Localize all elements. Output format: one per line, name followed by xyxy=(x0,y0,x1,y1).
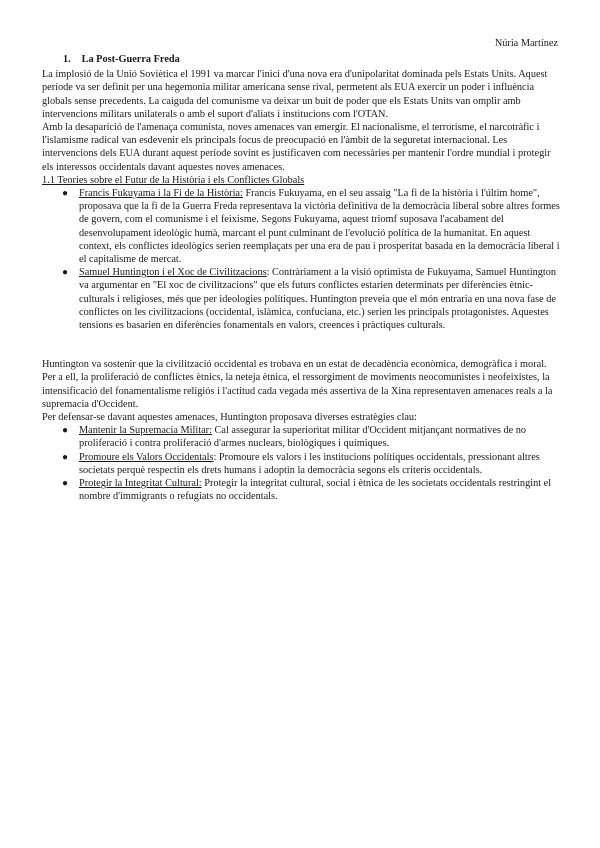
spacer xyxy=(42,332,560,358)
theories-list xyxy=(42,187,560,332)
paragraph: Amb la desaparició de l'amenaça comunista, noves amenaces van emergir. El nacionalisme, el terrorisme, el narcotràfic i l'islamisme radical van esdevenir els principals focus de preocupació en l'àmbit de la seguretat internacional. Les intervencions dels EUA durant aquest període sovint es justificaven com necessàries per mantenir l'ordre mundial i protegir els interessos occidentals davant aquestes noves amenaces. xyxy=(42,122,551,173)
bullet-icon: ● xyxy=(62,267,69,279)
bullet-icon: ● xyxy=(62,188,69,200)
list-item-term: Samuel Huntington i el Xoc de Civilitzacions xyxy=(79,267,267,279)
bullet-icon: ● xyxy=(62,478,69,490)
list-item-text: Protegir la integritat cultural, social i ètnica de les societats occidentals restringint el nombre d'immigrants o refugiats no occidentals. xyxy=(79,478,552,503)
strategies-list xyxy=(42,424,560,503)
paragraph: La implosió de la Unió Soviètica el 1991 va marcar l'inici d'una nova era d'unipolaritat dominada pels Estats Units. Aquest període va ser definit per una hegemonia militar americana sense rival, permetent als EUA exercir un poder i influència globals sense precedents. La caiguda del comunisme va deixar un buit de poder que els Estats Units van omplir amb intervencions militars unilaterals o amb el suport d'aliats i institucions com l'OTAN. xyxy=(42,69,548,120)
list-item-text: : Promoure els valors i les institucions polítiques occidentals, pressionant altres societats perquè respectin els drets humans i adoptin la democràcia segons els criteris occidentals. xyxy=(79,451,540,476)
list-item-text: : Contràriament a la visió optimista de Fukuyama, Samuel Huntington va argumentar en "El xoc de civilitzacions" que els futurs conflictes estarien determinats per diferències ètnic-culturals i religioses, més que per ideologies polítiques. Huntington preveia que el món entraria en una nova fase de conflictes on les civilitzacions (occidental, islàmica, confuciana, etc.) serien les principals protagonistes. Aquestes tensions es basarien en diferències fonamentals en valors, creences i pràctiques culturals. xyxy=(79,267,557,332)
document-body xyxy=(42,53,560,504)
subsection-heading: 1.1 Teories sobre el Futur de la Història i els Conflictes Globals xyxy=(42,174,305,186)
list-item xyxy=(42,451,560,477)
author-name: Núria Martínez xyxy=(494,38,558,49)
bullet-icon: ● xyxy=(62,425,69,437)
list-item-term: Mantenir la Supremacia Militar: xyxy=(79,425,212,437)
section-heading xyxy=(63,53,560,66)
paragraph: Per defensar-se davant aquestes amenaces, Huntington proposava diverses estratègies clau: xyxy=(42,412,417,424)
list-item-text: Francis Fukuyama, en el seu assaig "La fi de la història i l'últim home", proposava que la fi de la Guerra Freda representava la victòria definitiva de la democràcia liberal sobre altres formes de govern, com el comunisme i el feixisme. Segons Fukuyama, aquest triomf suposava l'acabament del desenvolupament ideològic humà, marcant el punt culminant de l'evolució política de la humanitat. En aquest context, els conflictes ideològics serien reemplaçats per una era de pau i prosperitat basada en la democràcia liberal i el capitalisme de mercat. xyxy=(79,188,560,266)
list-item xyxy=(42,187,560,266)
list-item-term: Promoure els Valors Occidentals xyxy=(79,451,214,463)
list-item xyxy=(42,266,560,332)
list-item-term: Protegir la Integritat Cultural: xyxy=(79,478,202,490)
list-item-term: Francis Fukuyama i la Fi de la Història: xyxy=(79,188,243,200)
list-item-text: Cal assegurar la superioritat militar d'Occident mitjançant normatives de no proliferació i contra proliferació d'armes nuclears, biològiques i químiques. xyxy=(79,425,527,450)
list-item xyxy=(42,424,560,450)
section-number: 1. xyxy=(63,54,71,65)
paragraph: Huntington va sostenir que la civilització occidental es trobava en un estat de decadència econòmica, demogràfica i moral. Per a ell, la proliferació de conflictes ètnics, la neteja ètnica, el ressorgiment de moviments neocomunistes i neofeixistes, la intensificació del fonamentalisme religiós i l'actitud cada vegada més assertiva de la Xina representaven amenaces reals a la supremacia d'Occident. xyxy=(42,359,553,410)
bullet-icon: ● xyxy=(62,451,69,463)
list-item xyxy=(42,477,560,503)
section-title: La Post-Guerra Freda xyxy=(81,54,180,65)
